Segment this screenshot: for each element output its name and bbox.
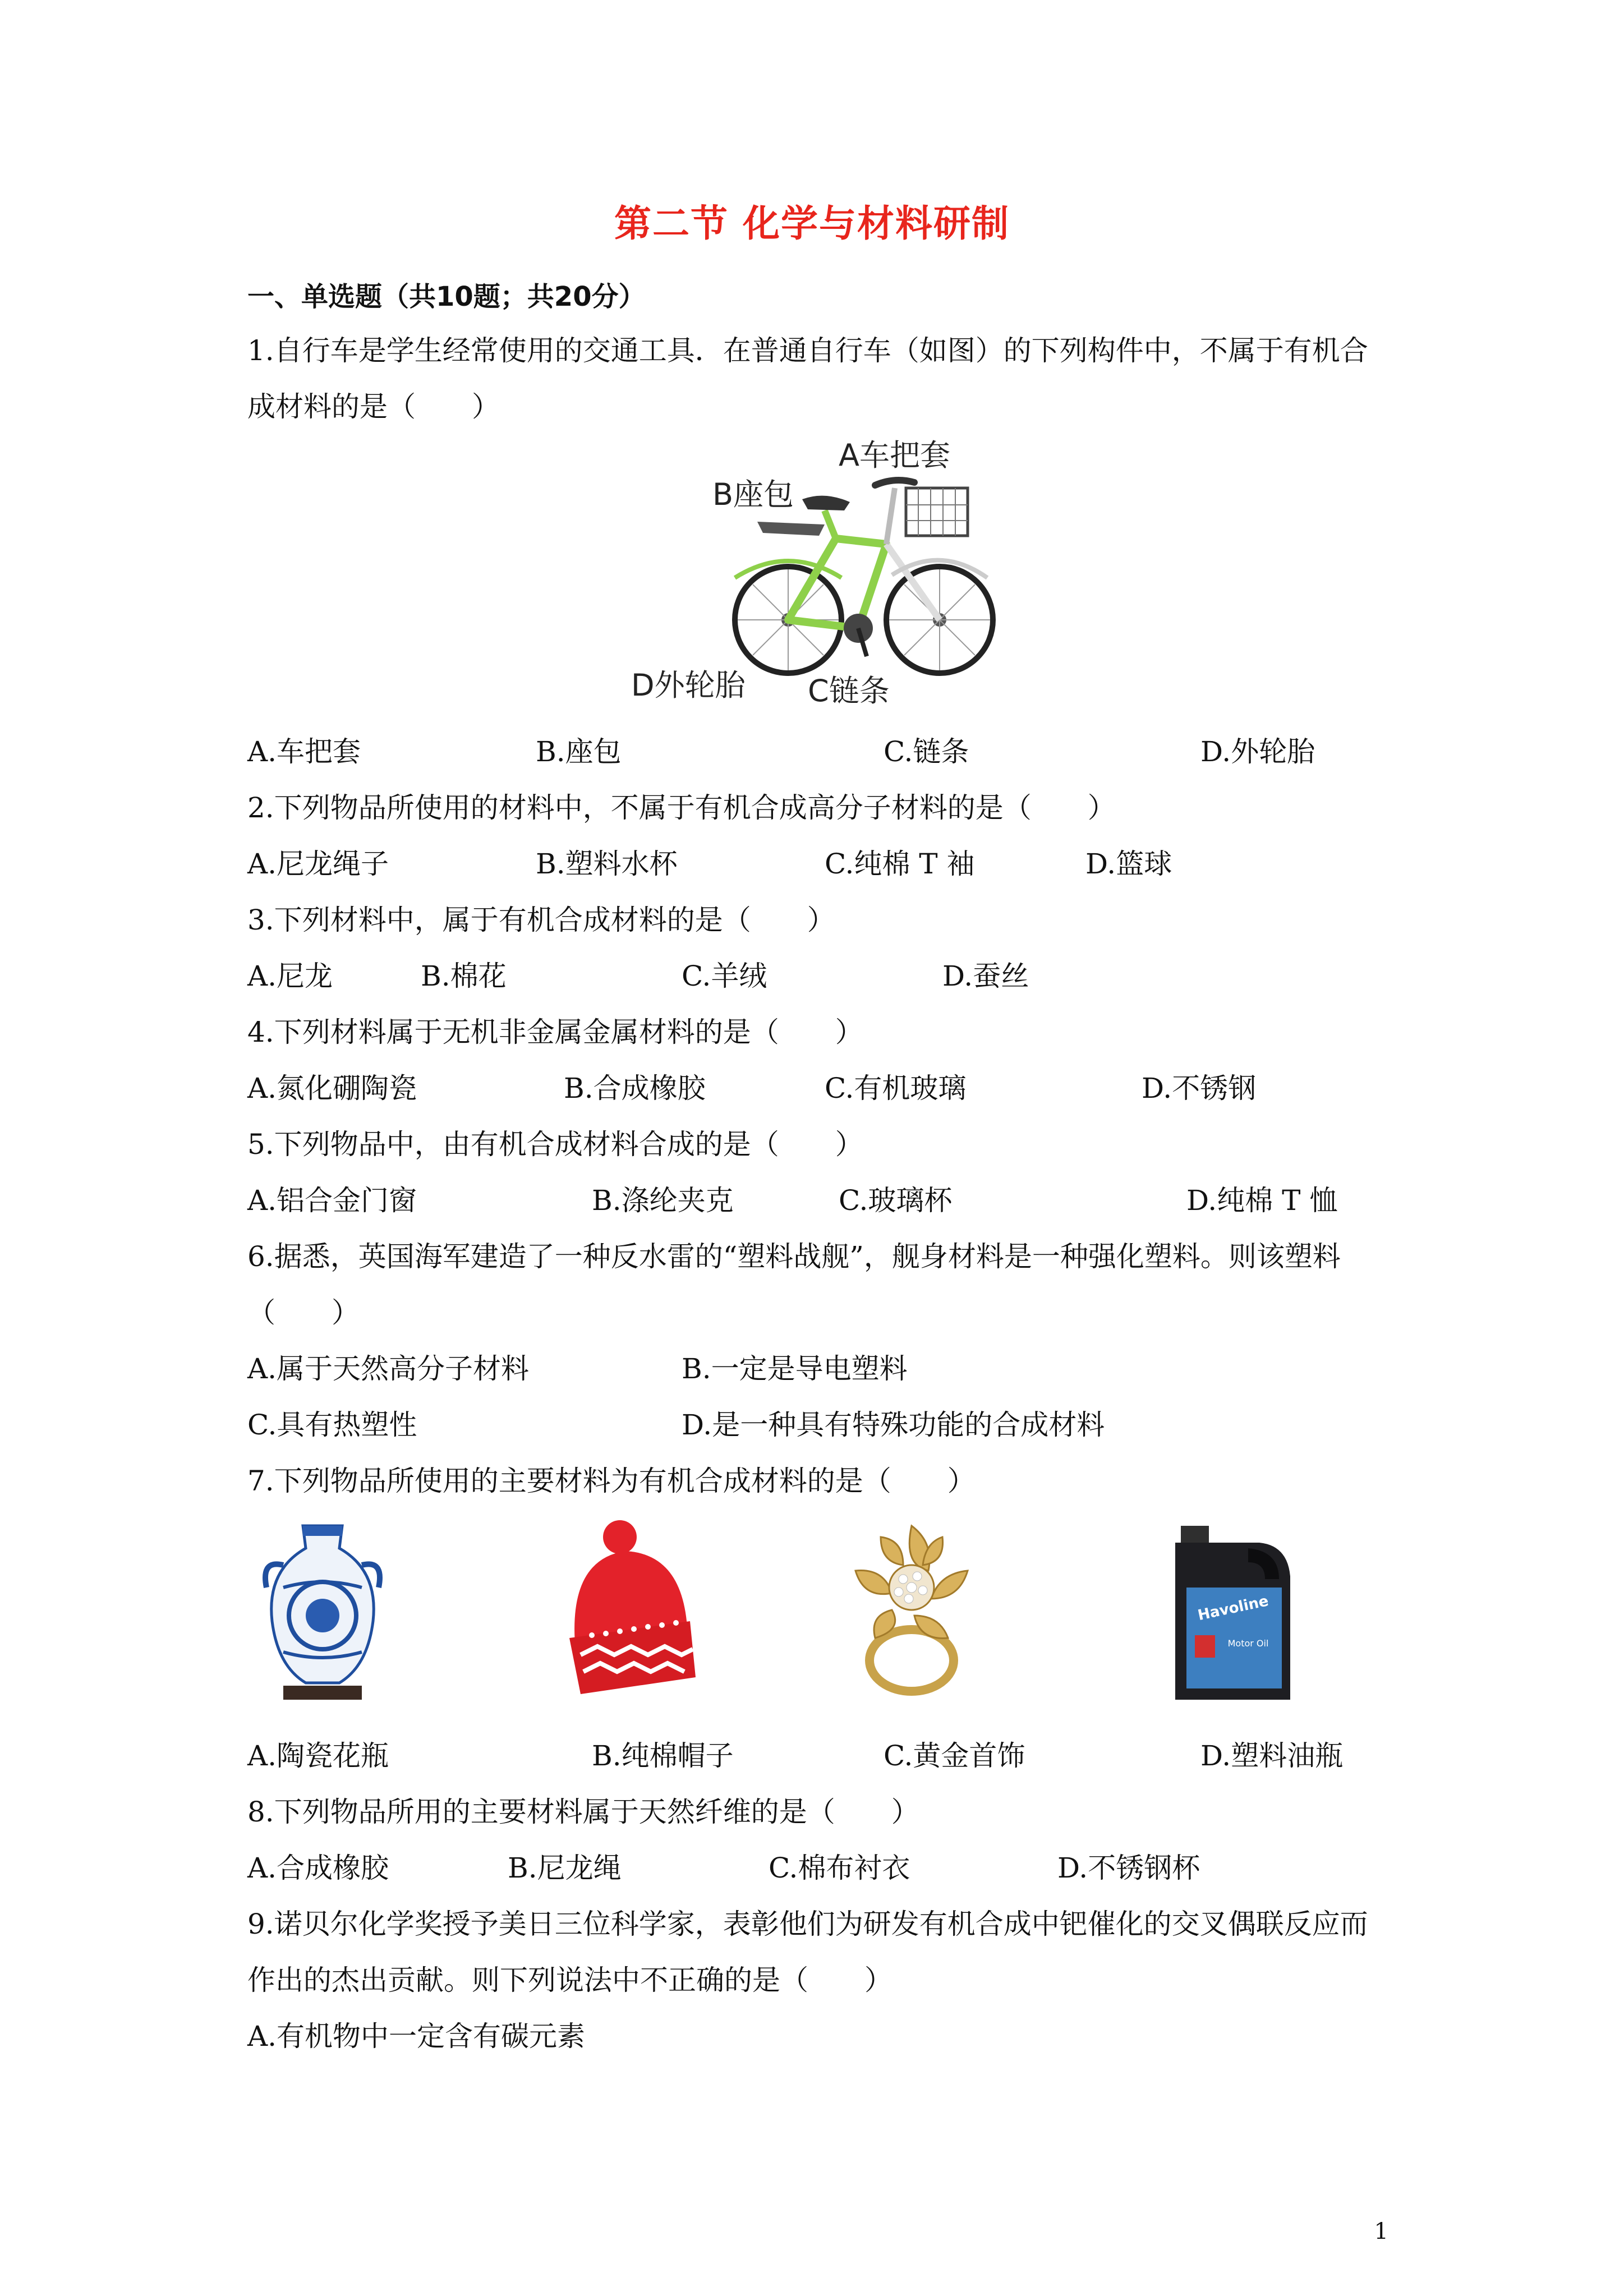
q1-stem-line2: 成材料的是（ ） <box>247 390 500 423</box>
q7-option-a: A.陶瓷花瓶 <box>247 1740 389 1772</box>
bicycle-figure <box>623 432 1027 712</box>
q6-option-d: D.是一种具有特殊功能的合成材料 <box>682 1409 1105 1441</box>
q9-stem-line2: 作出的杰出贡献。则下列说法中不正确的是（ ） <box>247 1964 892 1996</box>
q5-option-a: A.铝合金门窗 <box>247 1184 417 1217</box>
label-a-handlebar: A车把套 <box>839 438 950 473</box>
ring-image <box>836 1509 987 1705</box>
q1-option-d: D.外轮胎 <box>1200 735 1315 768</box>
q1-stem-line1: 1.自行车是学生经常使用的交通工具．在普通自行车（如图）的下列构件中，不属于有机合 <box>247 334 1368 367</box>
q7-stem: 7.下列物品所使用的主要材料为有机合成材料的是（ ） <box>247 1465 976 1497</box>
label-b-seat: B座包 <box>712 477 794 512</box>
label-d-tire: D外轮胎 <box>631 668 746 703</box>
q3-option-b: B.棉花 <box>421 960 507 992</box>
q3-option-c: C.羊绒 <box>682 960 767 992</box>
vase-image <box>250 1515 395 1705</box>
q8-option-c: C.棉布衬衣 <box>769 1852 910 1884</box>
q1-option-c: C.链条 <box>884 735 969 768</box>
q5-option-c: C.玻璃杯 <box>839 1184 953 1217</box>
q8-option-d: D.不锈钢杯 <box>1057 1852 1200 1884</box>
q9-option-a: A.有机物中一定含有碳元素 <box>247 2020 586 2053</box>
q6-option-a: A.属于天然高分子材料 <box>247 1352 530 1385</box>
label-c-chain: C链条 <box>808 673 890 708</box>
q8-option-b: B.尼龙绳 <box>508 1852 622 1884</box>
oil-bottle-text: Motor Oil <box>1227 1638 1269 1649</box>
q3-option-a: A.尼龙 <box>247 960 333 992</box>
q2-stem: 2.下列物品所使用的材料中，不属于有机合成高分子材料的是（ ） <box>247 792 1116 824</box>
q9-stem-line1: 9.诺贝尔化学奖授予美日三位科学家，表彰他们为研发有机合成中钯催化的交叉偶联反应而 <box>247 1908 1368 1940</box>
q5-stem: 5.下列物品中，由有机合成材料合成的是（ ） <box>247 1128 863 1161</box>
q3-option-d: D.蚕丝 <box>942 960 1029 992</box>
q5-option-b: B.涤纶夹克 <box>592 1184 734 1217</box>
oil-bottle-image <box>1164 1515 1304 1711</box>
q8-option-a: A.合成橡胶 <box>247 1852 389 1884</box>
q2-option-a: A.尼龙绳子 <box>247 848 389 880</box>
q7-option-d: D.塑料油瓶 <box>1200 1740 1344 1772</box>
q7-option-b: B.纯棉帽子 <box>592 1740 734 1772</box>
hat-image <box>558 1515 704 1705</box>
q2-option-c: C.纯棉 T 袖 <box>825 848 975 880</box>
oil-bottle-brand: Havoline <box>1196 1593 1271 1625</box>
page-number: 1 <box>1374 2219 1388 2244</box>
q4-option-d: D.不锈钢 <box>1142 1072 1257 1105</box>
q2-option-b: B.塑料水杯 <box>536 848 678 880</box>
q5-option-d: D.纯棉 T 恤 <box>1186 1184 1338 1217</box>
page-title: 第二节 化学与材料研制 <box>614 202 1010 245</box>
q4-stem: 4.下列材料属于无机非金属金属材料的是（ ） <box>247 1016 863 1048</box>
q7-option-c: C.黄金首饰 <box>884 1740 1025 1772</box>
q6-option-b: B.一定是导电塑料 <box>682 1352 908 1385</box>
q1-option-b: B.座包 <box>536 735 622 768</box>
q8-stem: 8.下列物品所用的主要材料属于天然纤维的是（ ） <box>247 1796 919 1828</box>
q1-option-a: A.车把套 <box>247 735 361 768</box>
q4-option-a: A.氮化硼陶瓷 <box>247 1072 417 1105</box>
q6-stem-line2: （ ） <box>247 1296 360 1329</box>
q4-option-c: C.有机玻璃 <box>825 1072 967 1105</box>
q4-option-b: B.合成橡胶 <box>564 1072 706 1105</box>
q3-stem: 3.下列材料中，属于有机合成材料的是（ ） <box>247 904 835 936</box>
q6-stem-line1: 6.据悉，英国海军建造了一种反水雷的“塑料战舰”，舰身材料是一种强化塑料。则该塑料 <box>247 1240 1341 1273</box>
q2-option-d: D.篮球 <box>1085 848 1172 880</box>
q6-option-c: C.具有热塑性 <box>247 1409 417 1441</box>
section-heading: 一、单选题（共10题；共20分） <box>247 281 646 312</box>
